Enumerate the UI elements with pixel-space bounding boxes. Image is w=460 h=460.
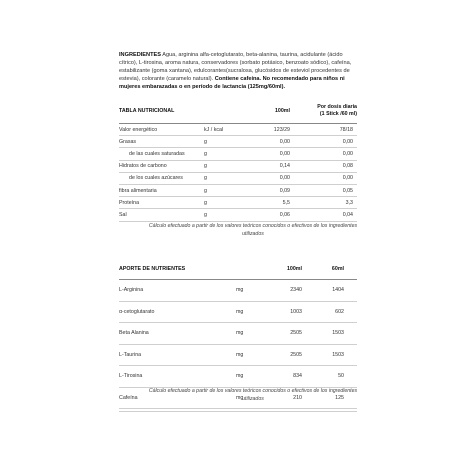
table-row: Hidratos de carbono g 0,14 0,08: [119, 160, 357, 172]
aporte-table: [119, 258, 357, 409]
table-row: de los cuales azúcares g 0,00 0,00: [119, 172, 357, 184]
aporte-col-60ml: 60ml: [302, 258, 357, 280]
aporte-header-row: [119, 258, 357, 280]
table-row: L-Taurina mg 2505 1503: [119, 344, 357, 366]
table-row: L-Tirosina mg 834 50: [119, 366, 357, 388]
nutrition-footnote: Cálculo efectuado a partir de los valores teóricos conocidos o efectivos de los ingredientes utilizados: [148, 223, 358, 237]
table-row: L-Arginina mg 2340 1404: [119, 280, 357, 302]
table-row: Beta Alanina mg 2505 1503: [119, 323, 357, 345]
table-row: de las cuales saturadas g 0,00 0,00: [119, 148, 357, 160]
ingredients-text: Agua, arginina alfa-cetoglutarato, beta-alanina, taurina, acidulante (ácido cítrico), L-tirosina, aroma natura, conservadores (sorbato potásico, benzoato sódico), cafeína, estabilizante (goma xantana), edulcorantes(sucralosa, glucósidos de esteviol procedentes de estevia), colorante (caramelo natural).: [119, 52, 352, 82]
aporte-footnote: Cálculo efectuado a partir de los valores teóricos conocidos o efectivos de los ingredientes utilizados: [148, 388, 358, 402]
ingredients-heading: INGREDIENTES: [119, 52, 161, 58]
table-row: Valor energético kJ / kcal 123/29 78/18: [119, 124, 357, 136]
table-row: fibra alimentaria g 0,09 0,05: [119, 184, 357, 196]
aporte-col-100ml: 100ml: [276, 258, 302, 280]
nutrition-col-dose: Por dosis diaria (1 Stick /60 ml): [290, 99, 357, 124]
ingredients-paragraph: [119, 52, 357, 92]
nutrition-col-100ml: 100ml: [240, 99, 290, 124]
nutrition-table: [119, 99, 357, 222]
table-row: Cafeína mg 210 125: [119, 387, 357, 409]
caffeine-warning: Contiene cafeína. No recomendado para niños ni mujeres embarazadas o en período de lactancia (125mg/60ml).: [119, 75, 345, 90]
table-row: Proteína g 5,5 3,3: [119, 197, 357, 209]
bottom-divider: [119, 411, 357, 412]
nutrition-header-row: [119, 99, 357, 124]
table-row: Sal g 0,06 0,04: [119, 209, 357, 221]
table-row: α-cetoglutarato mg 1003 602: [119, 301, 357, 323]
aporte-heading: APORTE DE NUTRIENTES: [119, 258, 236, 280]
nutrition-heading: TABLA NUTRICIONAL: [119, 99, 204, 124]
table-row: Grasas g 0,00 0,00: [119, 136, 357, 148]
